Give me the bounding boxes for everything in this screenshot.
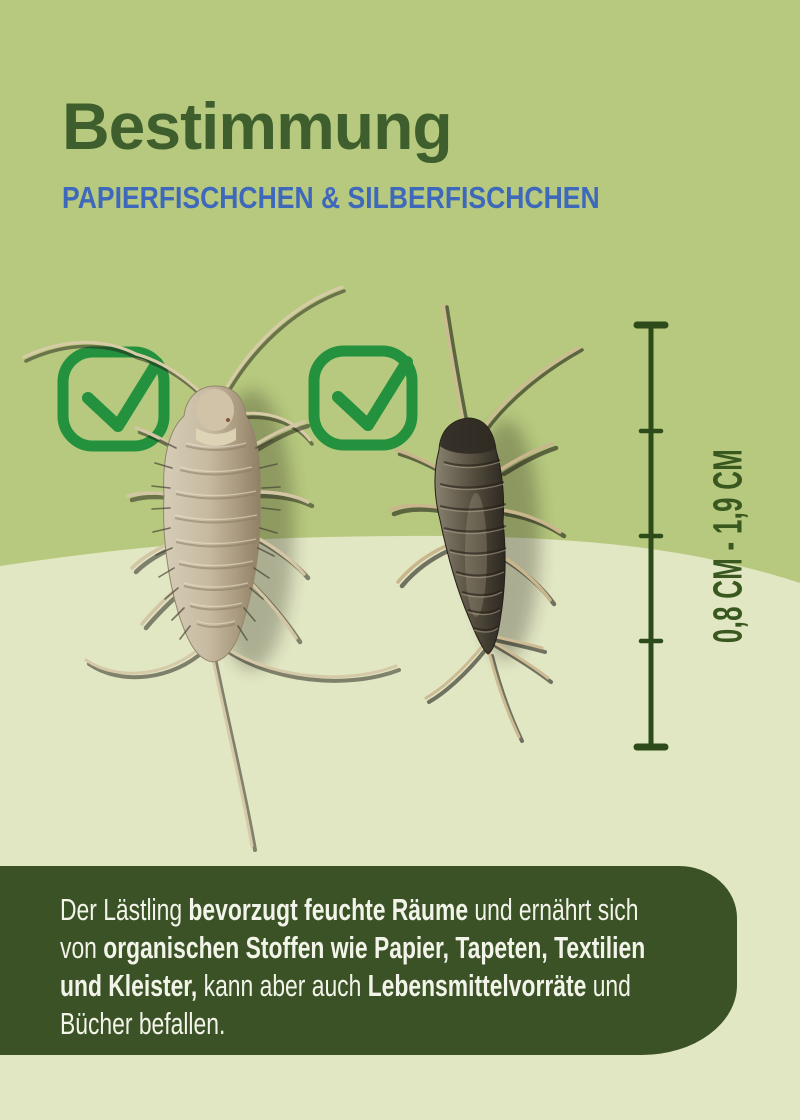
description-line: von organischen Stoffen wie Papier, Tapeten, Textilien — [60, 931, 646, 965]
page-subtitle: PAPIERFISCHCHEN & SILBERFISCHCHEN — [62, 181, 600, 215]
description-line: Der Lästling bevorzugt feuchte Räume und ernährt sich — [60, 893, 639, 927]
description-text — [60, 891, 653, 1043]
check-icon — [314, 351, 412, 445]
page-title: Bestimmung — [62, 89, 452, 163]
size-range-label: 0,8 CM - 1,9 CM — [704, 448, 751, 644]
description-line: und Kleister, kann aber auch Lebensmittelvorräte und — [60, 969, 631, 1003]
description-line: Bücher befallen. — [60, 1007, 226, 1041]
description-box — [0, 866, 737, 1055]
